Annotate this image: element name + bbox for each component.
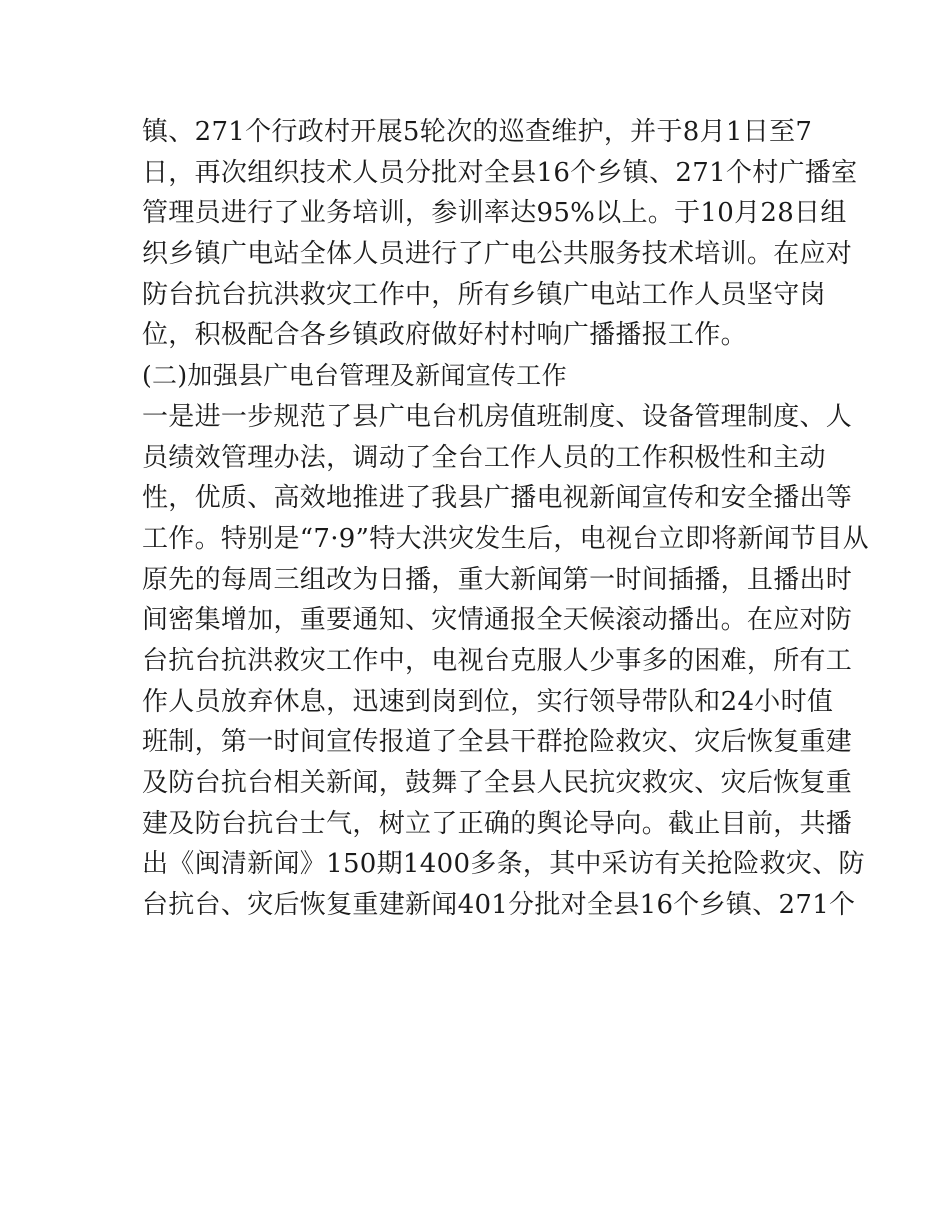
- text-line: 台抗台抗洪救灾工作中，电视台克服人少事多的困难，所有工: [142, 645, 853, 676]
- text-line: 建及防台抗台士气，树立了正确的舆论导向。截止目前，共播: [142, 808, 853, 839]
- text-line: 及防台抗台相关新闻，鼓舞了全县人民抗灾救灾、灾后恢复重: [142, 768, 853, 798]
- text-line: 工作。特别是“7·9”特大洪灾发生后，电视台立即将新闻节目从: [142, 523, 869, 554]
- text-line: 织乡镇广电站全体人员进行了广电公共服务技术培训。在应对: [142, 239, 853, 270]
- text-line: 原先的每周三组改为日播，重大新闻第一时间插播，且播出时: [142, 564, 853, 595]
- text-line: 间密集增加，重要通知、灾情通报全天候滚动播出。在应对防: [142, 605, 853, 636]
- text-line: 员绩效管理办法，调动了全台工作人员的工作积极性和主动: [142, 442, 826, 473]
- text-line: 台抗台、灾后恢复重建新闻401分批对全县16个乡镇、271个: [142, 890, 856, 921]
- text-line: 性，优质、高效地推进了我县广播电视新闻宣传和安全播出等: [142, 483, 853, 514]
- text-line: 位，积极配合各乡镇政府做好村村响广播播报工作。: [142, 320, 747, 351]
- text-line: 管理员进行了业务培训，参训率达95%以上。于10月28日组: [142, 198, 847, 229]
- text-line: 班制，第一时间宣传报道了全县干群抢险救灾、灾后恢复重建: [142, 727, 853, 758]
- text-line: 防台抗台抗洪救灾工作中，所有乡镇广电站工作人员坚守岗: [142, 279, 826, 310]
- section-heading: (二)加强县广电台管理及新闻宣传工作: [142, 361, 567, 391]
- text-line: 一是进一步规范了县广电台机房值班制度、设备管理制度、人: [142, 401, 853, 432]
- text-line: 作人员放弃休息，迅速到岗到位，实行领导带队和24小时值: [142, 686, 834, 717]
- text-line: 镇、271个行政村开展5轮次的巡查维护，并于8月1日至7: [142, 117, 813, 147]
- document-body: [142, 112, 869, 926]
- text-line: 出《闽清新闻》150期1400多条，其中采访有关抢险救灾、防: [142, 849, 865, 880]
- text-line: 日，再次组织技术人员分批对全县16个乡镇、271个村广播室: [142, 157, 858, 188]
